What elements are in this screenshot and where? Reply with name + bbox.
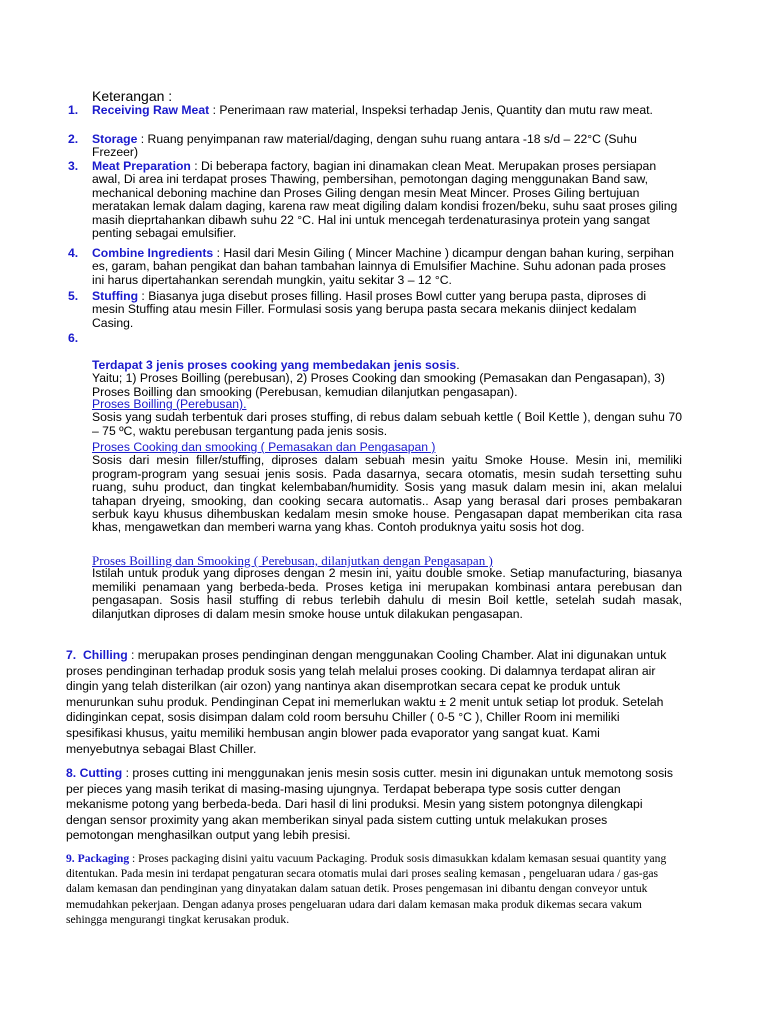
item-text: : Hasil dari Mesin Giling ( Mincer Machine ) dicampur dengan bahan kuring, serpihan es, garam, bahan pengikat dan bahan tambahan lainnya di Emulsifier Machine. Suhu adonan pada proses ini harus dipertahankan serendah mungkin, yaitu sekitar 3 – 12 °C. xyxy=(92,246,674,287)
subsection-text: Sosis yang sudah terbentuk dari proses stuffing, di rebus dalam sebuah kettle ( Boil Kettle ), dengan suhu 70 – 75 ºC, waktu perebusan tergantung pada jenis sosis. xyxy=(92,410,682,438)
item-term: Combine Ingredients xyxy=(92,246,214,260)
item-term: Chilling xyxy=(82,648,128,662)
item-text: : Proses packaging disini yaitu vacuum Packaging. Produk sosis dimasukkan kdalam kemasan sesuai quantity yang ditentukan. Pada mesin ini terdapat pengaturan secara otomatis mulai dari proses sealing kemasan , pengeluaran udara / gas-gas dalam kemasan dan pendinginan yang dinyatakan dalam satuan detik. Proses pengemasan ini dibantu dengan conveyor untuk memudahkan pekerjaan. Dengan adanya proses pengeluaran udara dari dalam kemasan maka produk dikemas secara vakum sehingga mengurangi tingkat kerusakan produk. xyxy=(66,852,667,926)
subsection-cooking-smooking xyxy=(92,441,682,535)
item-text: : Penerimaan raw material, Inspeksi terhadap Jenis, Quantity dan mutu raw meat. xyxy=(209,103,653,117)
item-text: : Di beberapa factory, bagian ini dinamakan clean Meat. Merupakan proses persiapan awal, Di area ini terdapat proses Thawing, pembersihan, pemotongan daging menggunakan Band saw, mechanical deboning machine dan Proses Giling dengan mesin Meat Mincer. Proses Giling bertujuan meratakan lemak dalam daging, karena raw meat digiling dalam kondisi frozen/beku, suhu saat proses giling masih dieprtahankan dibawh suhu 22 °C. Hal ini untuk mencegah terdenaturasinya protein yang sangat penting sebagai emulsifier. xyxy=(92,159,678,241)
item-term: Packaging xyxy=(77,852,130,865)
item-text: . Yaitu; 1) Proses Boilling (perebusan), 2) Proses Cooking dan smooking (Pemasakan dan Pengasapan), 3) Proses Boilling dan smooking (Perebusan, kemudian dilanjutkan pengasapan). xyxy=(92,357,665,399)
section-chilling xyxy=(66,648,674,757)
item-number: 5. xyxy=(68,289,79,303)
item-number: 2. xyxy=(68,132,79,146)
subsection-title[interactable]: Proses Boilling (Perebusan). xyxy=(92,397,247,411)
list-item-meat-preparation xyxy=(68,160,680,240)
item-text: : Biasanya juga disebut proses filling. Hasil proses Bowl cutter yang berupa pasta, diproses di mesin Stuffing atau mesin Filler. Formulasi sosis yang berupa pasta secara mekanis diinject kedalam Casing. xyxy=(92,289,647,330)
item-number: 3. xyxy=(68,159,79,173)
item-number: 7. xyxy=(66,648,77,662)
item-number: 1. xyxy=(68,103,79,117)
subsection-title[interactable]: Proses Boilling dan Smooking ( Perebusan, dilanjutkan dengan Pengasapan ) xyxy=(92,553,493,568)
subsection-boilling-smooking xyxy=(92,554,682,621)
subsection-text: Sosis dari mesin filler/stuffing, diproses dalam sebuah mesin yaitu Smoke House. Mesin ini, memiliki program-program yang sesuai jenis sosis. Pada dasarnya, secara otomatis, mesin sudah tersetting suhu ruang, suhu product, dan tingkat kelembaban/humidity. Sosis yang masuk dalam mesin ini, akan melalui tahapan dryeing, smooking, dan cooking secara automatis.. Asap yang berasal dari proses pembakaran serbuk kayu khusus dihembuskan kedalam mesin smoke house. Pengasapan dapat memberikan cita rasa khas, mengawetkan dan memberi warna yang khas. Contoh produknya yaitu sosis hot dog. xyxy=(92,453,682,535)
item-term: Terdapat 3 jenis proses cooking yang membedakan jenis sosis xyxy=(92,357,457,372)
item-number: 9. xyxy=(66,852,75,865)
subsection-title[interactable]: Proses Cooking dan smooking ( Pemasakan dan Pengasapan ) xyxy=(92,440,436,454)
item-term: Meat Preparation xyxy=(92,159,191,173)
item-text: : proses cutting ini menggunakan jenis mesin sosis cutter. mesin ini digunakan untuk memotong sosis per pieces yang masih terikat di masing-masing ujungnya. Terdapat beberapa type sosis cutter dengan mekanisme potong yang berbeda-beda. Dari hasil di lini produksi. Mesin yang sistem potongnya dilengkapi dengan sensor proximity yang akan memberikan sinyal pada sistem cutting untuk melakukan proses pemotongan menghasilkan output yang lebih presisi. xyxy=(66,766,673,843)
list-item-stuffing xyxy=(68,290,680,330)
list-item-combine-ingredients xyxy=(68,247,680,287)
section-packaging xyxy=(66,851,672,927)
item-term: Receiving Raw Meat xyxy=(92,103,210,117)
item-term: Cutting xyxy=(79,766,123,780)
item-number: 6. xyxy=(68,331,79,345)
section-cutting xyxy=(66,766,674,844)
item-term: Stuffing xyxy=(92,289,139,303)
list-item-receiving xyxy=(68,104,680,117)
list-item-storage xyxy=(68,133,680,160)
item-text: : merupakan proses pendinginan dengan menggunakan Cooling Chamber. Alat ini digunakan untuk proses pendinginan terhadap produk sosis yang telah melalui proses cooking. Di dalamnya terdapat aliran air dingin yang telah disterilkan (air ozon) yang nantinya akan disemprotkan secara cepat ke produk untuk menurunkan suhu produk. Pendinginan Cepat ini memerlukan waktu ± 2 menit untuk setiap lot produk. Setelah didinginkan cepat, sosis disimpan dalam cold room bersuhu Chiller ( 0-5 °C ), Chiller Room ini memiliki spesifikasi khusus, yaitu memiliki hembusan angin blower pada evaporator yang sangat kuat. Kami menyebutnya sebagai Blast Chiller. xyxy=(66,648,667,756)
subsection-text: Istilah untuk produk yang diproses dengan 2 mesin ini, yaitu double smoke. Setiap manufacturing, biasanya memiliki penamaan yang berbeda-beda. Proses ketiga ini merupakan kombinasi antara perebusan dan pengasapan. Sosis hasil stuffing di rebus terlebih dahulu di mesin Boil kettle, setelah sudah masak, dilanjutkan diproses di dalam mesin smoke house untuk dilakukan pengasapan. xyxy=(92,566,682,621)
subsection-boilling xyxy=(92,398,682,438)
page-title: Keterangan : xyxy=(92,88,173,104)
item-number: 4. xyxy=(68,246,79,260)
item-term: Storage xyxy=(92,132,138,146)
item-text: : Ruang penyimpanan raw material/daging, dengan suhu ruang antara -18 s/d – 22°C (Suhu Frezeer) xyxy=(92,132,637,160)
item-number: 8. xyxy=(66,766,77,780)
